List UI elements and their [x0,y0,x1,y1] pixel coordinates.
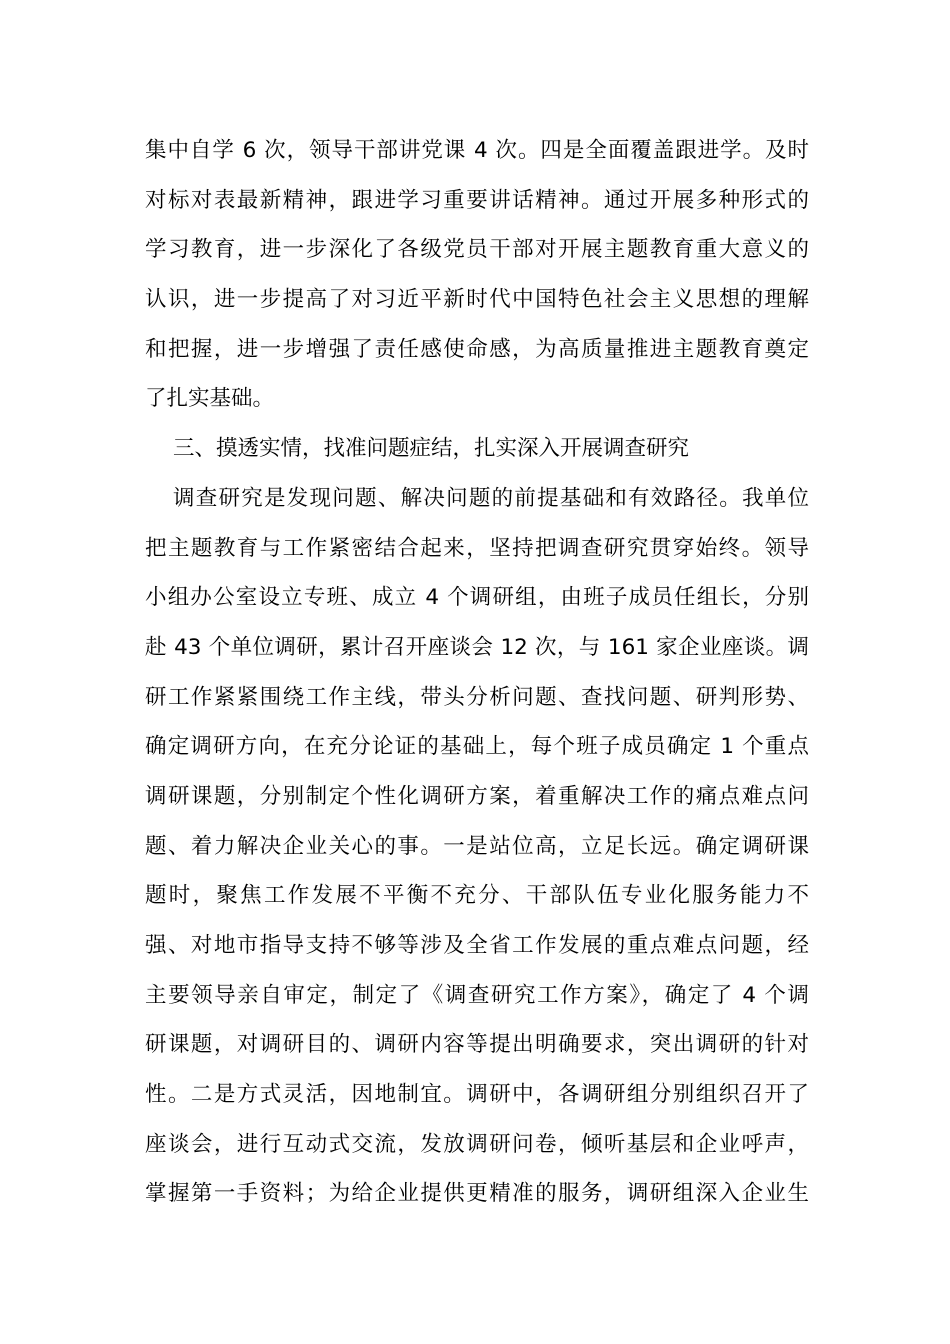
text-line: 性。二是方式灵活，因地制宜。调研中，各调研组分别组织召开了 [145,1082,809,1108]
text-line: 主要领导亲自审定，制定了《调查研究工作方案》，确定了 4 个调 [145,982,809,1008]
text-line: 了扎实基础。 [145,386,275,412]
text-line: 把主题教育与工作紧密结合起来，坚持把调查研究贯穿始终。领导 [145,535,809,561]
text-line: 掌握第一手资料；为给企业提供更精准的服务，调研组深入企业生 [145,1181,809,1207]
text-line: 和把握，进一步增强了责任感使命感，为高质量推进主题教育奠定 [145,336,809,362]
text-line: 赴 43 个单位调研，累计召开座谈会 12 次，与 161 家企业座谈。调 [145,634,809,660]
section-heading: 三、摸透实情，找准问题症结，扎实深入开展调查研究 [173,436,690,462]
text-line: 强、对地市指导支持不够等涉及全省工作发展的重点难点问题，经 [145,933,809,958]
text-line: 对标对表最新精神，跟进学习重要讲话精神。通过开展多种形式的 [145,187,809,213]
text-line: 调查研究是发现问题、解决问题的前提基础和有效路径。我单位 [173,485,809,511]
text-line: 座谈会，进行互动式交流，发放调研问卷，倾听基层和企业呼声， [145,1131,809,1157]
text-line: 题时，聚焦工作发展不平衡不充分、干部队伍专业化服务能力不 [145,883,809,909]
text-line: 集中自学 6 次，领导干部讲党课 4 次。四是全面覆盖跟进学。及时 [145,138,809,163]
text-line: 研工作紧紧围绕工作主线，带头分析问题、查找问题、研判形势、 [145,684,809,710]
text-line: 认识，进一步提高了对习近平新时代中国特色社会主义思想的理解 [145,287,809,313]
text-line: 研课题，对调研目的、调研内容等提出明确要求，突出调研的针对 [145,1032,809,1058]
text-line: 学习教育，进一步深化了各级党员干部对开展主题教育重大意义的 [145,237,809,263]
text-line: 小组办公室设立专班、成立 4 个调研组，由班子成员任组长，分别 [145,585,809,611]
document-body [145,126,809,1219]
text-line: 题、着力解决企业关心的事。一是站位高，立足长远。确定调研课 [145,833,809,859]
text-line: 确定调研方向，在充分论证的基础上，每个班子成员确定 1 个重点 [145,734,809,760]
text-line: 调研课题，分别制定个性化调研方案，着重解决工作的痛点难点问 [145,783,809,809]
